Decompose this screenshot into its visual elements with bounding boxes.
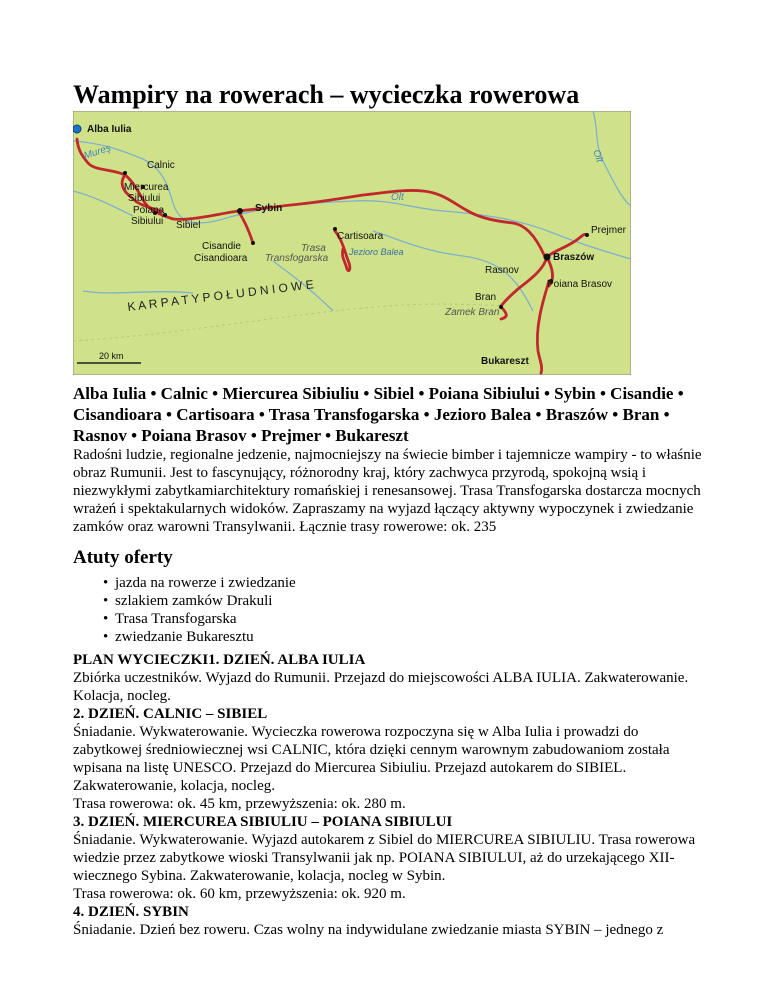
map-label-olt-2: Olt [590,148,605,165]
day-3-stats: Trasa rowerowa: ok. 60 km, przewyższenia: ok. 920 m. [73,886,406,902]
feature-item: • szlakiem zamków Drakuli [73,592,296,610]
map-label-calnic: Calnic [147,160,175,171]
features-heading: Atuty oferty [73,547,173,568]
map-label-sibiel: Sibiel [176,220,201,231]
route-heading: Alba Iulia • Calnic • Miercurea Sibiuliu • Sibiel • Poiana Sibiului • Sybin • Cisandie • Cisandioara • Cartisoara • Trasa Transfogarska • Jezioro Balea • Braszów • Bran • Rasnov • Poiana Brasov • Prejmer • Bukareszt [73,384,684,445]
map-label-mures: Mureş [82,142,113,162]
day-2-stats: Trasa rowerowa: ok. 45 km, przewyższenia: ok. 280 m. [73,796,406,812]
map-label-sybin: Sybin [255,203,283,214]
day-1-title: PLAN WYCIECZKI1. DZIEŃ. ALBA IULIA [73,652,366,668]
feature-item: • jazda na rowerze i zwiedzanie [73,574,296,592]
map-label-miercurea-2: Sibiului [128,193,161,204]
day-4-title: 4. DZIEŃ. SYBIN [73,904,189,920]
map-label-bran: Bran [475,292,497,303]
features-list [73,574,296,646]
day-4-text: Śniadanie. Dzień bez roweru. Czas wolny na indywidulane zwiedzanie miasta SYBIN – jednego z [73,922,664,938]
map-label-jezioro-balea: Jezioro Balea [349,247,404,257]
map-label-karpaty: K A R P A T Y P O Ł U D N I O W E [126,277,315,314]
map-label-cartisoara: Cartisoara [337,231,384,242]
route-map [73,111,631,375]
map-label-bukareszt: Bukareszt [481,356,529,367]
intro-paragraph: Radośni ludzie, regionalne jedzenie, najmocniejszy na świecie bimber i tajemnicze wampiry - to właśnie obraz Rumunii. Jest to fascynujący, różnorodny kraj, który zachwyca przyrodą, spokojną wsią i niezwykłymi zabytkamiarchitektury romańskiej i renesansowej. Trasa Transfogarska dostarcza mocnych wrażeń i spektakularnych widoków. Zapraszamy na wyjazd łączący aktywny wypoczynek i zwiedzanie zamków oraz warowni Transylwanii. Łącznie trasy rowerowe: ok. 235 [73,447,702,535]
feature-item: • zwiedzanie Bukaresztu [73,628,296,646]
feature-item: • Trasa Transfogarska [73,610,296,628]
day-2-title: 2. DZIEŃ. CALNIC – SIBIEL [73,706,268,722]
day-1-text: Zbiórka uczestników. Wyjazd do Rumunii. Przejazd do miejscowości ALBA IULIA. Zakwaterowanie. Kolacja, nocleg. [73,670,689,704]
day-3-title: 3. DZIEŃ. MIERCUREA SIBIULIU – POIANA SIBIULUI [73,814,453,830]
map-label-poiana-sibiului-2: Sibiului [131,216,164,227]
map-label-zamek-bran: Zamek Bran [445,307,500,318]
map-label-prejmer: Prejmer [591,225,627,236]
map-label-poiana-brasov: Poiana Brasov [547,279,613,290]
map-label-trasa: Trasa [301,243,326,254]
day-3-text: Śniadanie. Wykwaterowanie. Wyjazd autokarem z Sibiel do MIERCUREA SIBIULIU. Trasa rowerowa wiedzie przez zabytkowe wioski Transylwanii jak np. POIANA SIBIULUI, aż do urzekającego XII-wiecznego Sybina. Zakwaterowanie, kolacja, nocleg w Sybin. [73,832,696,884]
map-label-poiana-sibiului: Poiana [133,205,165,216]
map-label-olt: Olt [391,192,404,203]
map-label-braszow: Braszów [553,252,595,263]
map-label-alba-iulia: Alba Iulia [87,124,132,135]
map-label-miercurea: Miercurea [124,182,169,193]
map-label-transfogarska: Transfogarska [265,253,329,264]
page-title: Wampiry na rowerach – wycieczka rowerowa [73,80,580,109]
day-2-text: Śniadanie. Wykwaterowanie. Wycieczka rowerowa rozpoczyna się w Alba Iulia i prowadzi do zabytkowej średniowiecznej wsi CALNIC, która dzięki cennym warownym zabudowaniom została wpisana na listę UNESCO. Przejazd do Miercurea Sibiuliu. Przejazd autokarem do SIBIEL. Zakwaterowanie, kolacja, nocleg. [73,724,670,794]
map-label-cisandie: Cisandie [202,241,241,252]
map-label-cisandioara: Cisandioara [194,253,248,264]
scale-label: 20 km [99,351,124,361]
map-label-rasnov: Rasnov [485,265,519,276]
plan-section [73,651,703,939]
